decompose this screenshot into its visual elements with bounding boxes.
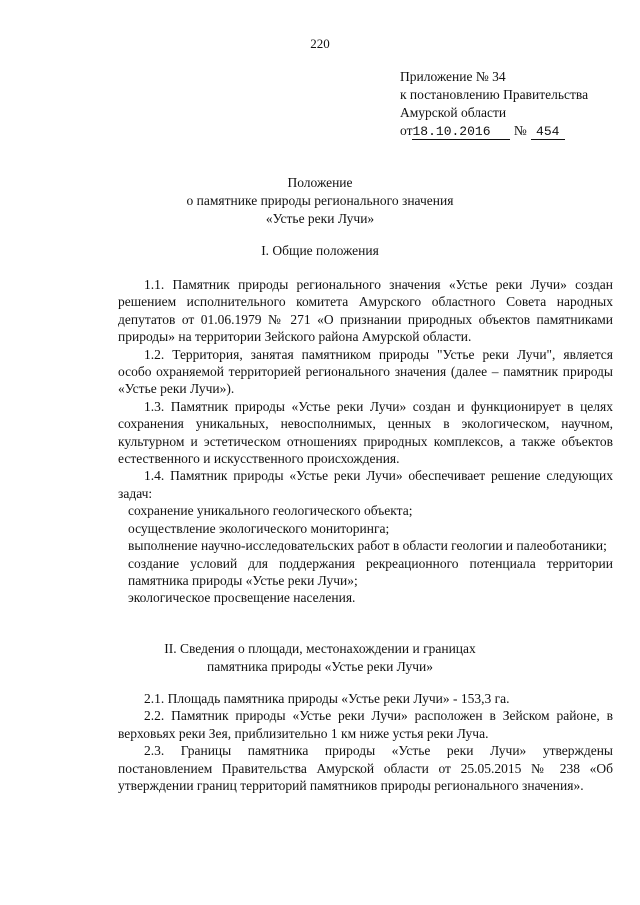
section1-body [118,276,613,607]
task-item: осуществление экологического мониторинга; [128,520,390,536]
decree-date: 18.10.2016 [412,124,510,140]
paragraph-1-1: 1.1. Памятник природы регионального значения «Устье реки Лучи» создан решением исполнительного комитета Амурского областного Совета народных депутатов от 01.06.1979 № 271 «О признании природных объектов памятниками природы» на территории Зейского района Амурской области. [118,277,613,345]
appendix-date-line [400,122,588,140]
section2-body [118,690,613,794]
paragraph-2-3: 2.3. Границы памятника природы «Устье реки Лучи» утверждены постановлением Правительства Амурской области от 25.05.2015 № 238 «Об утверждении границ территорий памятников природы регионального значения». [118,743,613,794]
title-line3: «Устье реки Лучи» [265,211,375,226]
section1-heading: I. Общие положения [261,243,379,258]
appendix-line2: к постановлению Правительства [400,87,589,102]
document-title [0,174,640,228]
date-prefix: от [400,123,413,138]
appendix-block [400,68,588,140]
number-prefix: № [513,123,527,138]
task-item: экологическое просвещение населения. [128,590,356,606]
paragraph-1-3: 1.3. Памятник природы «Устье реки Лучи» создан и функционирует в целях сохранения уникальных, невосполнимых, ценных в экологическом, научном, культурном и эстетическом отношениях природных комплексов, а также объектов естественного и искусственного происхождения. [118,398,613,467]
task-item: создание условий для поддержания рекреационного потенциала территории памятника природы «Устье реки Лучи»; [128,555,613,588]
appendix-line1: Приложение № 34 [400,69,506,84]
section2-heading-line1: II. Сведения о площади, местонахождении и границах [164,641,476,656]
title-line2: о памятнике природы регионального значения [186,193,454,208]
decree-number: 454 [531,124,565,140]
task-item: выполнение научно-исследовательских работ в области геологии и палеоботаники; [128,538,607,554]
paragraph-1-4: 1.4. Памятник природы «Устье реки Лучи» обеспечивает решение следующих задач: [118,468,613,501]
task-item: сохранение уникального геологического объекта; [128,503,413,519]
appendix-line3: Амурской области [400,105,507,120]
paragraph-2-1: 2.1. Площадь памятника природы «Устье реки Лучи» - 153,3 га. [144,691,510,706]
section2-heading-line2: памятника природы «Устье реки Лучи» [207,659,433,674]
page-number: 220 [310,36,330,51]
paragraph-2-2: 2.2. Памятник природы «Устье реки Лучи» расположен в Зейском районе, в верховьях реки Зея, приблизительно 1 км ниже устья реки Луча. [118,708,613,741]
title-line1: Положение [287,175,353,190]
paragraph-1-2: 1.2. Территория, занятая памятником природы "Устье реки Лучи", является особо охраняемой территорией регионального значения (далее – памятник природы «Устье реки Лучи»). [118,346,613,397]
section2-heading [0,640,640,676]
